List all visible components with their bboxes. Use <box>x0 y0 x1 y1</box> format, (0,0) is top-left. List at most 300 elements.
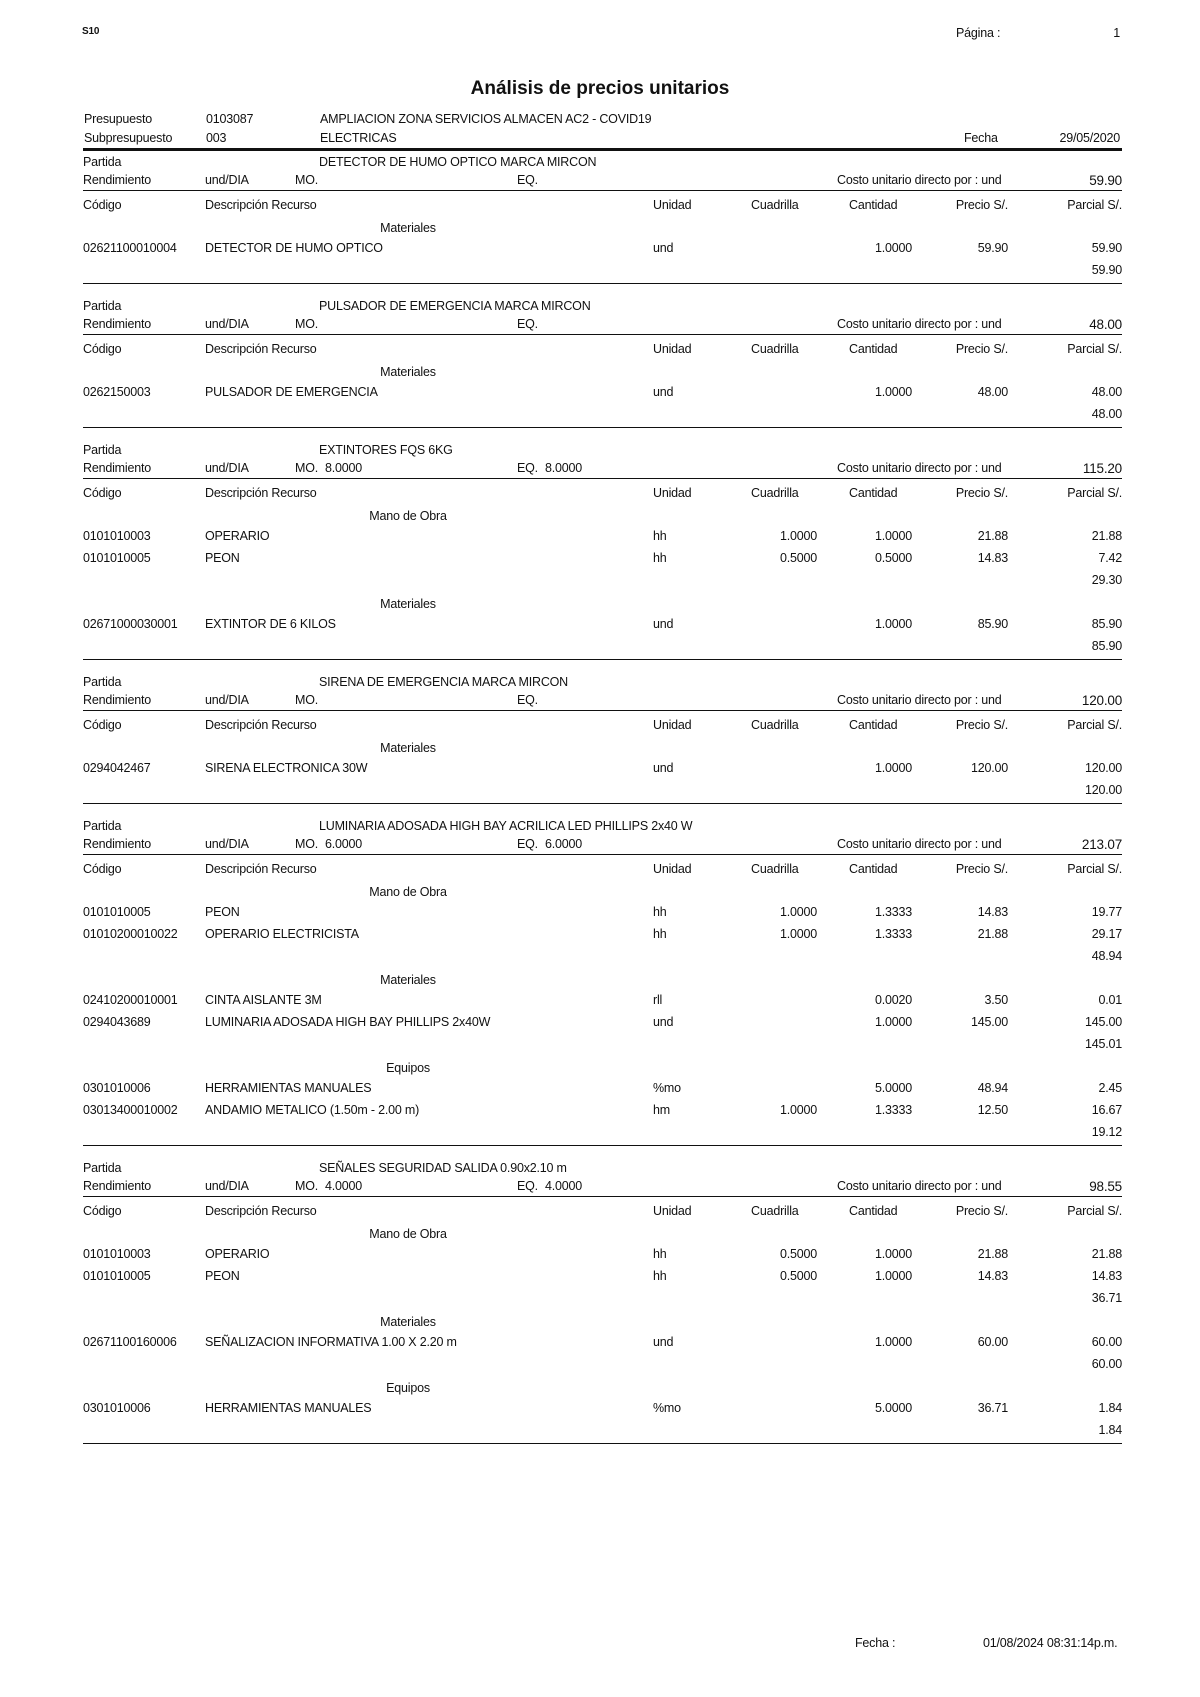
mo-value: 4.0000 <box>325 1179 363 1193</box>
resource-row <box>83 1014 1122 1036</box>
section-subtotal-row <box>83 948 1122 969</box>
col-cantidad: Cantidad <box>849 718 898 732</box>
costo-value: 213.07 <box>1081 837 1122 852</box>
resource-row <box>83 384 1122 406</box>
resource-description: SIRENA ELECTRONICA 30W <box>205 761 368 775</box>
partida-name: LUMINARIA ADOSADA HIGH BAY ACRILICA LED PHILLIPS 2x40 W <box>319 819 693 833</box>
resource-parcial: 59.90 <box>1091 241 1122 255</box>
presupuesto-row <box>84 112 1120 129</box>
resource-code: 02671000030001 <box>83 617 178 631</box>
resource-precio: 36.71 <box>977 1401 1008 1415</box>
resource-parcial: 29.17 <box>1091 927 1122 941</box>
resource-precio: 48.00 <box>977 385 1008 399</box>
resource-code: 0101010005 <box>83 1269 151 1283</box>
resource-unit: und <box>653 761 674 775</box>
eq-label: EQ. <box>517 837 538 851</box>
partida-row <box>83 818 1122 836</box>
resource-parcial: 0.01 <box>1098 993 1122 1007</box>
presupuesto-description: AMPLIACION ZONA SERVICIOS ALMACEN AC2 - COVID19 <box>320 112 652 126</box>
resource-cuadrilla: 1.0000 <box>779 529 817 543</box>
resource-cuadrilla: 0.5000 <box>779 1247 817 1261</box>
partida-name: PULSADOR DE EMERGENCIA MARCA MIRCON <box>319 299 591 313</box>
section-subtotal-row <box>83 1290 1122 1311</box>
page-number: 1 <box>1113 26 1120 40</box>
resource-code: 0101010003 <box>83 1247 151 1261</box>
resource-description: LUMINARIA ADOSADA HIGH BAY PHILLIPS 2x40W <box>205 1015 491 1029</box>
col-precio: Precio S/. <box>955 718 1008 732</box>
col-parcial: Parcial S/. <box>1067 718 1122 732</box>
col-descripcion: Descripción Recurso <box>205 486 317 500</box>
col-unidad: Unidad <box>653 342 692 356</box>
resource-parcial: 2.45 <box>1098 1081 1122 1095</box>
resource-unit: hh <box>653 905 667 919</box>
section-subtotal: 145.01 <box>1084 1037 1122 1051</box>
subpresupuesto-description: ELECTRICAS <box>320 131 397 145</box>
resource-code: 0101010005 <box>83 905 151 919</box>
resource-cantidad: 1.3333 <box>874 905 912 919</box>
rendimiento-unit: und/DIA <box>205 837 249 851</box>
col-codigo: Código <box>83 342 122 356</box>
rendimiento-unit: und/DIA <box>205 693 249 707</box>
section-title-row <box>83 884 1122 904</box>
section-subtotal-row <box>83 1356 1122 1377</box>
resource-parcial: 21.88 <box>1091 1247 1122 1261</box>
section-title: Mano de Obra <box>369 885 447 899</box>
col-parcial: Parcial S/. <box>1067 198 1122 212</box>
mo-label: MO. <box>295 837 319 851</box>
rendimiento-label: Rendimiento <box>83 461 151 475</box>
resource-code: 03013400010002 <box>83 1103 178 1117</box>
resource-unit: %mo <box>653 1081 681 1095</box>
section-title-row <box>83 364 1122 384</box>
resource-cuadrilla: 1.0000 <box>779 905 817 919</box>
section-subtotal: 19.12 <box>1091 1125 1122 1139</box>
resource-cantidad: 1.0000 <box>874 1015 912 1029</box>
resource-row <box>83 760 1122 782</box>
section-subtotal: 1.84 <box>1098 1423 1122 1437</box>
resource-description: PEON <box>205 905 240 919</box>
resource-precio: 21.88 <box>977 1247 1008 1261</box>
resource-code: 0101010005 <box>83 551 151 565</box>
resource-code: 0294042467 <box>83 761 151 775</box>
resource-parcial: 120.00 <box>1084 761 1122 775</box>
partida-label: Partida <box>83 155 122 169</box>
resource-row <box>83 616 1122 638</box>
resource-code: 02621100010004 <box>83 241 177 255</box>
resource-cantidad: 5.0000 <box>874 1401 912 1415</box>
eq-label: EQ. <box>517 173 538 187</box>
section-subtotal: 59.90 <box>1091 263 1122 277</box>
partida-row <box>83 154 1122 172</box>
resource-row <box>83 1400 1122 1422</box>
col-descripcion: Descripción Recurso <box>205 862 317 876</box>
rendimiento-unit: und/DIA <box>205 461 249 475</box>
section-subtotal: 60.00 <box>1091 1357 1122 1371</box>
col-precio: Precio S/. <box>955 1204 1008 1218</box>
partida-row <box>83 442 1122 460</box>
rendimiento-row <box>83 692 1122 711</box>
section-subtotal: 36.71 <box>1091 1291 1122 1305</box>
col-precio: Precio S/. <box>955 486 1008 500</box>
resource-code: 0101010003 <box>83 529 151 543</box>
col-codigo: Código <box>83 486 122 500</box>
partida-name: EXTINTORES FQS 6KG <box>319 443 453 457</box>
resource-code: 01010200010022 <box>83 927 178 941</box>
column-header-row <box>83 861 1122 881</box>
costo-value: 120.00 <box>1081 693 1122 708</box>
section-subtotal: 48.94 <box>1091 949 1122 963</box>
resource-parcial: 21.88 <box>1091 529 1122 543</box>
partida-row <box>83 674 1122 692</box>
resource-cantidad: 0.5000 <box>874 551 912 565</box>
costo-label: Costo unitario directo por : und <box>837 1179 1002 1193</box>
resource-unit: rll <box>653 993 663 1007</box>
column-header-row <box>83 1203 1122 1223</box>
mo-value: 6.0000 <box>325 837 363 851</box>
partida-block <box>83 298 1122 428</box>
mo-label: MO. <box>295 1179 319 1193</box>
col-cantidad: Cantidad <box>849 486 898 500</box>
resource-cantidad: 1.0000 <box>874 1247 912 1261</box>
report-code: S10 <box>82 26 100 37</box>
section-subtotal-row <box>83 572 1122 593</box>
col-cantidad: Cantidad <box>849 198 898 212</box>
section-subtotal-row <box>83 1036 1122 1057</box>
col-descripcion: Descripción Recurso <box>205 198 317 212</box>
section-title: Mano de Obra <box>369 1227 447 1241</box>
resource-description: EXTINTOR DE 6 KILOS <box>205 617 336 631</box>
costo-label: Costo unitario directo por : und <box>837 461 1002 475</box>
resource-cantidad: 0.0020 <box>874 993 912 1007</box>
col-cuadrilla: Cuadrilla <box>751 862 799 876</box>
costo-label: Costo unitario directo por : und <box>837 317 1002 331</box>
resource-cuadrilla: 1.0000 <box>779 927 817 941</box>
mo-label: MO. <box>295 317 319 331</box>
resource-unit: und <box>653 1335 674 1349</box>
eq-value: 8.0000 <box>545 461 583 475</box>
col-codigo: Código <box>83 718 122 732</box>
section-subtotal: 29.30 <box>1091 573 1122 587</box>
section-title: Materiales <box>380 741 436 755</box>
resource-parcial: 14.83 <box>1091 1269 1122 1283</box>
fecha-label: Fecha <box>964 131 998 145</box>
resource-unit: und <box>653 1015 674 1029</box>
col-descripcion: Descripción Recurso <box>205 718 317 732</box>
footer <box>0 1636 1200 1654</box>
subpresupuesto-row <box>84 131 1120 148</box>
resource-precio: 85.90 <box>977 617 1008 631</box>
resource-precio: 12.50 <box>977 1103 1008 1117</box>
resource-description: OPERARIO <box>205 1247 270 1261</box>
rendimiento-row <box>83 172 1122 191</box>
partida-label: Partida <box>83 299 122 313</box>
resource-unit: hh <box>653 529 667 543</box>
resource-description: CINTA AISLANTE 3M <box>205 993 322 1007</box>
footer-fecha-label: Fecha : <box>855 1636 896 1650</box>
section-subtotal-row <box>83 638 1122 659</box>
partida-block <box>83 818 1122 1146</box>
costo-value: 98.55 <box>1089 1179 1122 1194</box>
col-parcial: Parcial S/. <box>1067 862 1122 876</box>
resource-description: OPERARIO ELECTRICISTA <box>205 927 359 941</box>
rendimiento-unit: und/DIA <box>205 173 249 187</box>
col-parcial: Parcial S/. <box>1067 1204 1122 1218</box>
col-unidad: Unidad <box>653 718 692 732</box>
resource-unit: und <box>653 617 674 631</box>
resource-parcial: 60.00 <box>1091 1335 1122 1349</box>
col-unidad: Unidad <box>653 486 692 500</box>
presupuesto-code: 0103087 <box>206 112 254 126</box>
resource-cantidad: 1.0000 <box>874 529 912 543</box>
section-subtotal-row <box>83 1124 1122 1145</box>
col-cuadrilla: Cuadrilla <box>751 198 799 212</box>
rendimiento-label: Rendimiento <box>83 1179 151 1193</box>
partida-name: SIRENA DE EMERGENCIA MARCA MIRCON <box>319 675 568 689</box>
col-cuadrilla: Cuadrilla <box>751 342 799 356</box>
section-title-row <box>83 508 1122 528</box>
subpresupuesto-code: 003 <box>206 131 227 145</box>
resource-row <box>83 992 1122 1014</box>
col-precio: Precio S/. <box>955 198 1008 212</box>
partida-label: Partida <box>83 819 122 833</box>
resource-cantidad: 1.3333 <box>874 1103 912 1117</box>
col-cuadrilla: Cuadrilla <box>751 1204 799 1218</box>
resource-description: HERRAMIENTAS MANUALES <box>205 1401 372 1415</box>
partida-block <box>83 1160 1122 1444</box>
resource-precio: 21.88 <box>977 529 1008 543</box>
resource-precio: 21.88 <box>977 927 1008 941</box>
rendimiento-label: Rendimiento <box>83 173 151 187</box>
mo-label: MO. <box>295 693 319 707</box>
section-title: Materiales <box>380 1315 436 1329</box>
eq-value: 6.0000 <box>545 837 583 851</box>
resource-row <box>83 550 1122 572</box>
resource-unit: hh <box>653 1269 667 1283</box>
eq-label: EQ. <box>517 693 538 707</box>
partida-row <box>83 298 1122 316</box>
rendimiento-unit: und/DIA <box>205 317 249 331</box>
section-title: Materiales <box>380 365 436 379</box>
partida-label: Partida <box>83 1161 122 1175</box>
resource-parcial: 19.77 <box>1091 905 1122 919</box>
resource-description: DETECTOR DE HUMO OPTICO <box>205 241 383 255</box>
section-title-row <box>83 1060 1122 1080</box>
rendimiento-label: Rendimiento <box>83 317 151 331</box>
resource-row <box>83 926 1122 948</box>
resource-unit: und <box>653 241 674 255</box>
mo-label: MO. <box>295 461 319 475</box>
resource-unit: hh <box>653 927 667 941</box>
resource-precio: 14.83 <box>977 1269 1008 1283</box>
resource-description: SEÑALIZACION INFORMATIVA 1.00 X 2.20 m <box>205 1335 457 1349</box>
resource-precio: 120.00 <box>970 761 1008 775</box>
costo-label: Costo unitario directo por : und <box>837 693 1002 707</box>
resource-row <box>83 904 1122 926</box>
partida-name: SEÑALES SEGURIDAD SALIDA 0.90x2.10 m <box>319 1161 567 1175</box>
resource-unit: hm <box>653 1103 670 1117</box>
costo-value: 48.00 <box>1089 317 1122 332</box>
rendimiento-label: Rendimiento <box>83 693 151 707</box>
resource-precio: 48.94 <box>977 1081 1008 1095</box>
resource-cantidad: 1.0000 <box>874 617 912 631</box>
costo-label: Costo unitario directo por : und <box>837 173 1002 187</box>
presupuesto-label: Presupuesto <box>84 112 152 126</box>
section-subtotal-row <box>83 406 1122 427</box>
resource-precio: 60.00 <box>977 1335 1008 1349</box>
col-codigo: Código <box>83 1204 122 1218</box>
section-title-row <box>83 596 1122 616</box>
section-title-row <box>83 1380 1122 1400</box>
resource-row <box>83 1334 1122 1356</box>
resource-precio: 59.90 <box>977 241 1008 255</box>
section-title: Materiales <box>380 973 436 987</box>
resource-code: 0294043689 <box>83 1015 151 1029</box>
partida-row <box>83 1160 1122 1178</box>
col-descripcion: Descripción Recurso <box>205 342 317 356</box>
mo-label: MO. <box>295 173 319 187</box>
rendimiento-row <box>83 460 1122 479</box>
resource-precio: 3.50 <box>984 993 1008 1007</box>
resource-cantidad: 1.0000 <box>874 1335 912 1349</box>
partida-label: Partida <box>83 443 122 457</box>
section-subtotal-row <box>83 262 1122 283</box>
rendimiento-row <box>83 316 1122 335</box>
partidas-container <box>83 154 1122 1458</box>
resource-cuadrilla: 1.0000 <box>779 1103 817 1117</box>
rendimiento-label: Rendimiento <box>83 837 151 851</box>
resource-cantidad: 1.0000 <box>874 385 912 399</box>
col-cuadrilla: Cuadrilla <box>751 718 799 732</box>
col-parcial: Parcial S/. <box>1067 342 1122 356</box>
resource-parcial: 16.67 <box>1091 1103 1122 1117</box>
resource-parcial: 85.90 <box>1091 617 1122 631</box>
col-cantidad: Cantidad <box>849 342 898 356</box>
mo-value: 8.0000 <box>325 461 363 475</box>
partida-block <box>83 154 1122 284</box>
header-divider <box>83 148 1122 151</box>
resource-code: 0262150003 <box>83 385 151 399</box>
resource-description: PULSADOR DE EMERGENCIA <box>205 385 378 399</box>
costo-value: 115.20 <box>1082 461 1122 476</box>
top-line <box>82 26 1120 44</box>
col-cantidad: Cantidad <box>849 1204 898 1218</box>
resource-parcial: 48.00 <box>1091 385 1122 399</box>
resource-precio: 14.83 <box>977 905 1008 919</box>
fecha-value: 29/05/2020 <box>1059 131 1120 145</box>
section-title: Equipos <box>386 1381 430 1395</box>
resource-description: PEON <box>205 1269 240 1283</box>
resource-cuadrilla: 0.5000 <box>779 1269 817 1283</box>
eq-label: EQ. <box>517 317 538 331</box>
resource-unit: hh <box>653 551 667 565</box>
resource-parcial: 145.00 <box>1084 1015 1122 1029</box>
partida-block <box>83 674 1122 804</box>
resource-cantidad: 1.0000 <box>874 761 912 775</box>
section-subtotal: 48.00 <box>1091 407 1122 421</box>
resource-row <box>83 1268 1122 1290</box>
eq-value: 4.0000 <box>545 1179 583 1193</box>
resource-description: PEON <box>205 551 240 565</box>
resource-precio: 14.83 <box>977 551 1008 565</box>
section-subtotal: 120.00 <box>1084 783 1122 797</box>
column-header-row <box>83 341 1122 361</box>
section-title-row <box>83 220 1122 240</box>
eq-label: EQ. <box>517 1179 538 1193</box>
subpresupuesto-label: Subpresupuesto <box>84 131 173 145</box>
costo-value: 59.90 <box>1089 173 1122 188</box>
resource-parcial: 1.84 <box>1098 1401 1122 1415</box>
resource-row <box>83 1080 1122 1102</box>
resource-description: OPERARIO <box>205 529 270 543</box>
col-precio: Precio S/. <box>955 862 1008 876</box>
section-subtotal: 85.90 <box>1091 639 1122 653</box>
column-header-row <box>83 717 1122 737</box>
resource-cantidad: 1.3333 <box>874 927 912 941</box>
column-header-row <box>83 485 1122 505</box>
section-title: Materiales <box>380 221 436 235</box>
resource-description: ANDAMIO METALICO (1.50m - 2.00 m) <box>205 1103 420 1117</box>
col-cantidad: Cantidad <box>849 862 898 876</box>
resource-cantidad: 1.0000 <box>874 1269 912 1283</box>
section-title: Materiales <box>380 597 436 611</box>
partida-block <box>83 442 1122 660</box>
resource-cantidad: 5.0000 <box>874 1081 912 1095</box>
section-subtotal-row <box>83 1422 1122 1443</box>
resource-code: 0301010006 <box>83 1401 151 1415</box>
resource-cantidad: 1.0000 <box>874 241 912 255</box>
page-title: Análisis de precios unitarios <box>470 78 730 99</box>
resource-unit: %mo <box>653 1401 681 1415</box>
resource-row <box>83 1102 1122 1124</box>
rendimiento-row <box>83 836 1122 855</box>
resource-code: 02671100160006 <box>83 1335 177 1349</box>
resource-row <box>83 528 1122 550</box>
page-label: Página : <box>956 26 1001 40</box>
resource-parcial: 7.42 <box>1098 551 1122 565</box>
resource-cuadrilla: 0.5000 <box>779 551 817 565</box>
resource-description: HERRAMIENTAS MANUALES <box>205 1081 372 1095</box>
section-title: Mano de Obra <box>369 509 447 523</box>
resource-code: 02410200010001 <box>83 993 178 1007</box>
partida-label: Partida <box>83 675 122 689</box>
section-title-row <box>83 1226 1122 1246</box>
col-codigo: Código <box>83 862 122 876</box>
resource-row <box>83 1246 1122 1268</box>
col-codigo: Código <box>83 198 122 212</box>
col-descripcion: Descripción Recurso <box>205 1204 317 1218</box>
section-title-row <box>83 740 1122 760</box>
col-unidad: Unidad <box>653 862 692 876</box>
col-cuadrilla: Cuadrilla <box>751 486 799 500</box>
col-parcial: Parcial S/. <box>1067 486 1122 500</box>
resource-code: 0301010006 <box>83 1081 151 1095</box>
resource-unit: hh <box>653 1247 667 1261</box>
section-subtotal-row <box>83 782 1122 803</box>
eq-label: EQ. <box>517 461 538 475</box>
costo-label: Costo unitario directo por : und <box>837 837 1002 851</box>
partida-name: DETECTOR DE HUMO OPTICO MARCA MIRCON <box>319 155 597 169</box>
resource-unit: und <box>653 385 674 399</box>
column-header-row <box>83 197 1122 217</box>
section-title: Equipos <box>386 1061 430 1075</box>
footer-fecha-value: 01/08/2024 08:31:14p.m. <box>983 1636 1118 1650</box>
resource-row <box>83 240 1122 262</box>
section-title-row <box>83 972 1122 992</box>
rendimiento-row <box>83 1178 1122 1197</box>
col-unidad: Unidad <box>653 1204 692 1218</box>
col-unidad: Unidad <box>653 198 692 212</box>
resource-precio: 145.00 <box>970 1015 1008 1029</box>
